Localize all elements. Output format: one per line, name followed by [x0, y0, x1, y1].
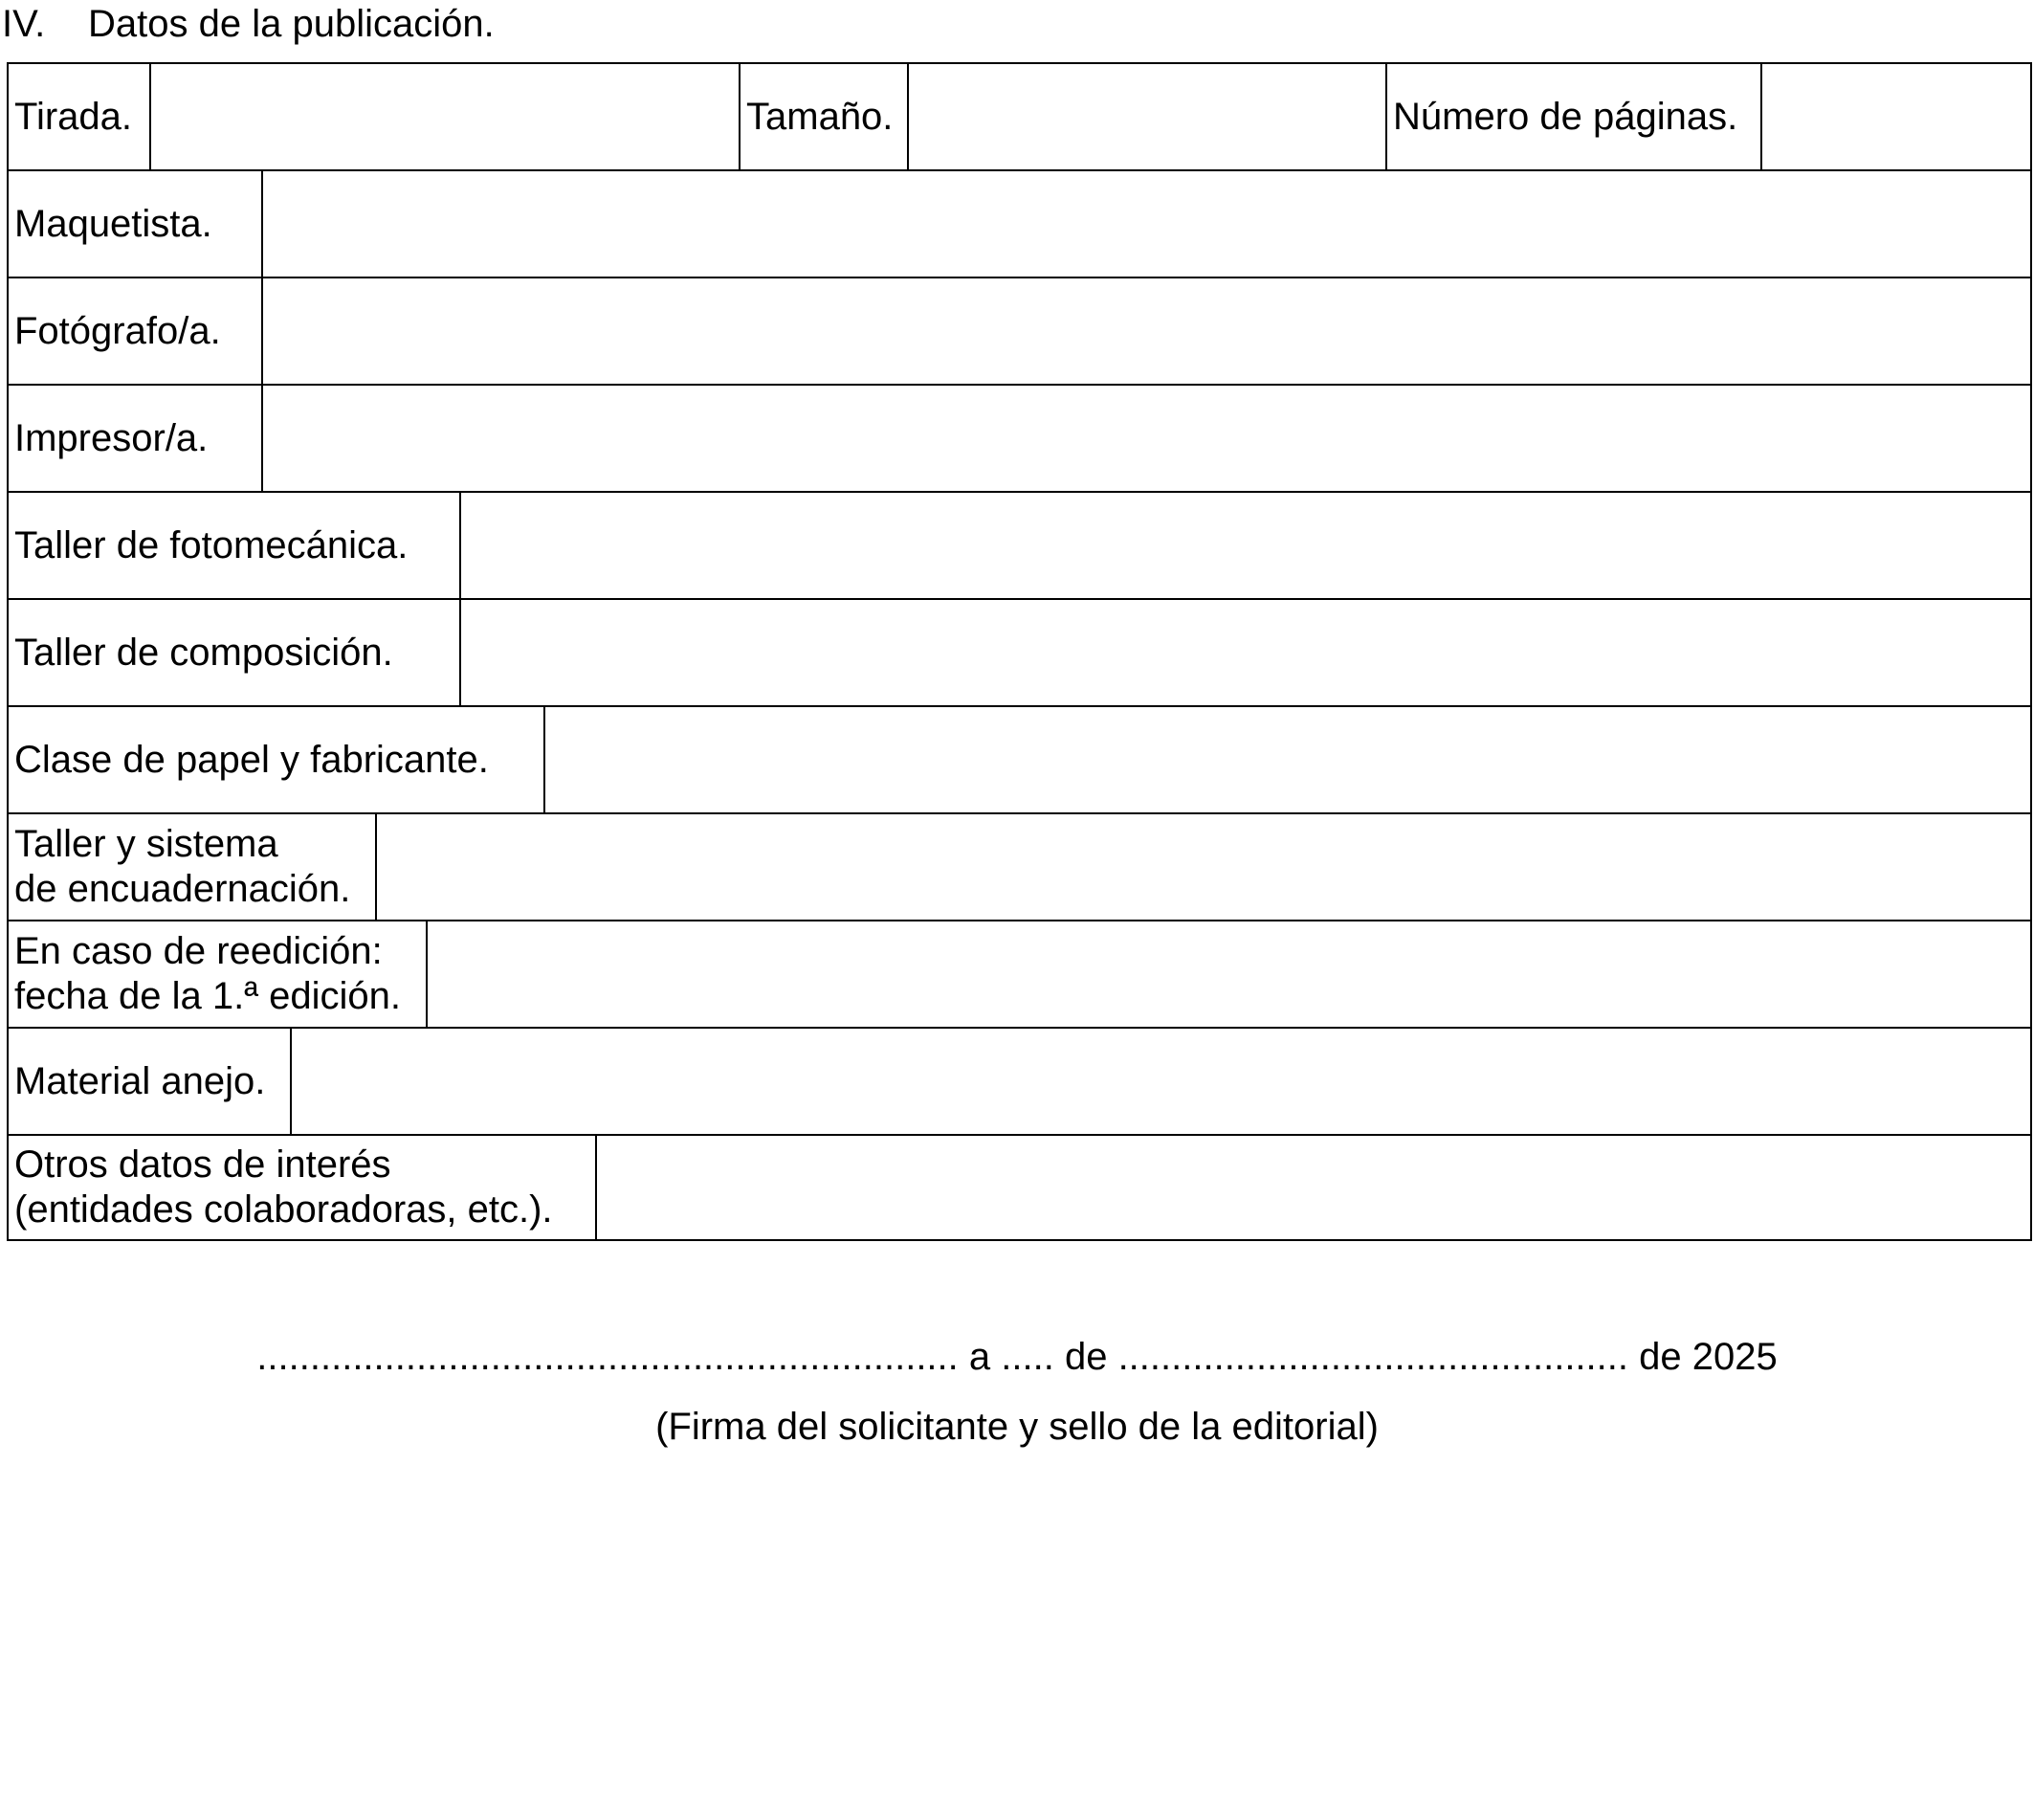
section-title: Datos de la publicación.: [88, 3, 495, 45]
impresor-field[interactable]: [261, 386, 2030, 491]
encuadernacion-label-line1: Taller y sistema: [14, 823, 278, 865]
row-otros: [7, 1134, 2032, 1241]
otros-label: [9, 1136, 595, 1239]
papel-field[interactable]: [543, 707, 2030, 812]
encuadernacion-label: [9, 814, 375, 920]
row-composicion: [7, 598, 2032, 705]
tirada-label: Tirada.: [14, 95, 133, 138]
row-material: [7, 1027, 2032, 1134]
fotografo-field[interactable]: [261, 278, 2030, 384]
reedicion-field[interactable]: [426, 921, 2030, 1027]
maquetista-label: Maquetista.: [14, 202, 212, 245]
row-tirada-tamano-paginas: [7, 62, 2032, 169]
tirada-field[interactable]: [149, 64, 739, 169]
place-dots-field[interactable]: ..................................................................: [256, 1336, 959, 1378]
row-fotomecanica: [7, 491, 2032, 598]
tamano-field[interactable]: [907, 64, 1385, 169]
row-impresor: [7, 384, 2032, 491]
otros-label-line2: (entidades colaboradoras, etc.).: [14, 1188, 553, 1231]
row-encuadernacion: [7, 812, 2032, 920]
date-year-text: de 2025: [1628, 1336, 1778, 1378]
paginas-label: Número de páginas.: [1385, 64, 1760, 169]
impresor-label: Impresor/a.: [14, 416, 209, 459]
otros-field[interactable]: [595, 1136, 2030, 1239]
row-papel: [7, 705, 2032, 812]
paginas-field[interactable]: [1760, 64, 2030, 169]
date-a-text: a: [958, 1336, 1002, 1378]
otros-label-line1: Otros datos de interés: [14, 1143, 391, 1186]
papel-label: Clase de papel y fabricante.: [14, 738, 489, 781]
day-dots-field[interactable]: .....: [1001, 1336, 1054, 1378]
signature-caption: (Firma del solicitante y sello de la editorial): [655, 1406, 1379, 1448]
fotomecanica-field[interactable]: [459, 493, 2030, 598]
encuadernacion-label-line2: de encuadernación.: [14, 868, 351, 910]
tamano-label: Tamaño.: [739, 64, 907, 169]
reedicion-label: [9, 921, 426, 1027]
material-field[interactable]: [290, 1029, 2030, 1134]
month-dots-field[interactable]: ................................................: [1117, 1336, 1628, 1378]
composicion-label: Taller de composición.: [14, 631, 393, 674]
maquetista-field[interactable]: [261, 171, 2030, 277]
reedicion-label-line2: fecha de la 1.ª edición.: [14, 975, 401, 1017]
date-de-text: de: [1053, 1336, 1118, 1378]
row-maquetista: [7, 169, 2032, 277]
section-number: IV.: [2, 3, 46, 45]
section-heading: [2, 2, 495, 46]
date-place-line: [0, 1335, 2034, 1379]
material-label: Material anejo.: [14, 1059, 266, 1102]
fotomecanica-label: Taller de fotomecánica.: [14, 523, 409, 566]
composicion-field[interactable]: [459, 600, 2030, 705]
row-reedicion: [7, 920, 2032, 1027]
encuadernacion-field[interactable]: [375, 814, 2030, 920]
row-fotografo: [7, 277, 2032, 384]
reedicion-label-line1: En caso de reedición:: [14, 930, 383, 972]
fotografo-label: Fotógrafo/a.: [14, 309, 221, 352]
